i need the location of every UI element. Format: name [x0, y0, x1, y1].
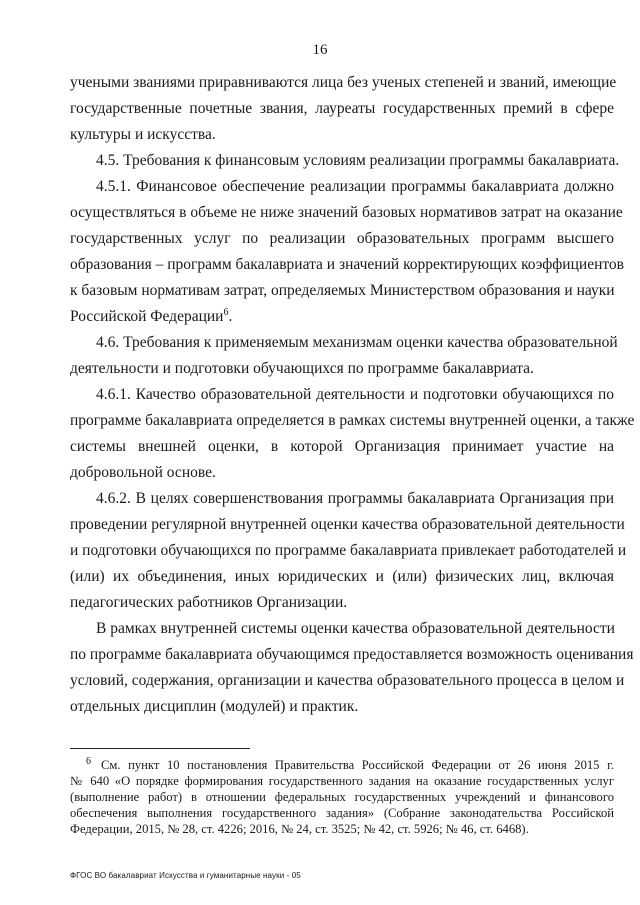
text-line: государственные почетные звания, лауреаты государственных премий в сфере	[70, 100, 614, 117]
text-line: учеными званиями приравниваются лица без ученых степеней и званий, имеющие	[70, 74, 617, 91]
footnote-reference[interactable]: 6	[223, 306, 229, 318]
text-line: государственных услуг по реализации образовательных программ высшего	[70, 230, 614, 247]
text-line-content: Российской Федерации	[70, 308, 224, 325]
footnote-line: См. пункт 10 постановления Правительства Российской Федерации от 26 июня 2015 г.	[101, 758, 614, 772]
footnote-separator	[70, 748, 250, 749]
text-line: педагогических работников Организации.	[70, 594, 348, 611]
text-line: проведении регулярной внутренней оценки качества образовательной деятельности	[70, 516, 625, 533]
text-line: образования – программ бакалавриата и значений корректирующих коэффициентов	[70, 256, 625, 273]
page-number: 16	[312, 42, 328, 58]
text-line: 4.6.2. В целях совершенствования программы бакалавриата Организация при	[96, 490, 614, 507]
text-line: добровольной основе.	[70, 464, 216, 481]
footnote-line: (выполнение работ) в отношении федеральных государственных учреждений и финансового	[70, 790, 614, 804]
text-line: осуществляться в объеме не ниже значений базовых нормативов затрат на оказание	[70, 204, 623, 221]
text-line: отдельных дисциплин (модулей) и практик.	[70, 698, 359, 715]
footnote-number-text: 6	[86, 755, 91, 767]
footnote-line: Федерации, 2015, № 28, ст. 4226; 2016, № 24, ст. 3525; № 42, ст. 5926; № 46, ст. 6468).	[70, 822, 529, 836]
document-footer: ФГОС ВО бакалавриат Искусства и гуманитарные науки - 05	[70, 871, 301, 880]
text-line: системы внешней оценки, в которой Организация принимает участие на	[70, 438, 614, 455]
text-line: культуры и искусства.	[70, 126, 216, 143]
text-line: 4.5.1. Финансовое обеспечение реализации программы бакалавриата должно	[96, 178, 614, 195]
text-line: 4.6.1. Качество образовательной деятельности и подготовки обучающихся по	[96, 386, 614, 403]
text-line: Российской Федерации$^6$.	[70, 306, 233, 325]
text-line: В рамках внутренней системы оценки качества образовательной деятельности	[96, 620, 615, 637]
text-line: к базовым нормативам затрат, определяемых Министерством образования и науки	[70, 282, 615, 299]
section-heading: 4.5. Требования к финансовым условиям реализации программы бакалавриата.	[96, 152, 620, 169]
footnote-line: обеспечения выполнения государственного задания» (Собрание законодательства Российской	[70, 806, 614, 820]
section-heading: 4.6. Требования к применяемым механизмам оценки качества образовательной	[96, 334, 618, 351]
text-line: деятельности и подготовки обучающихся по программе бакалавриата.	[70, 360, 534, 377]
text-line: условий, содержания, организации и качества образовательного процесса в целом и	[70, 672, 625, 689]
text-line: программе бакалавриата определяется в рамках системы внутренней оценки, а также	[70, 412, 635, 429]
text-line: по программе бакалавриата обучающимся предоставляется возможность оценивания	[70, 646, 634, 663]
text-line: и подготовки обучающихся по программе бакалавриата привлекает работодателей и	[70, 542, 627, 559]
footnote-line: № 640 «О порядке формирования государственного задания на оказание государственных услуг	[70, 774, 614, 788]
text-line: (или) их объединения, иных юридических и (или) физических лиц, включая	[70, 568, 614, 585]
footnote-number	[86, 757, 101, 773]
